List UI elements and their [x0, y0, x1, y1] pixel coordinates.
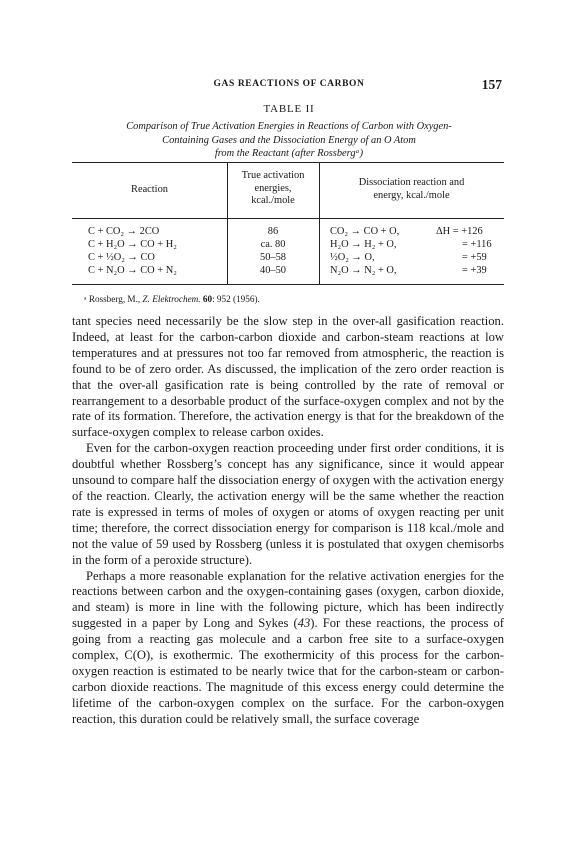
table-cell-reaction: C + H₂O → CO + H₂ — [88, 239, 177, 250]
table-cell-dissociation: N₂O → N₂ + O, — [330, 265, 397, 276]
footnote-author: Rossberg, M., — [88, 294, 141, 304]
table-cell-energy: 40–50 — [260, 265, 286, 276]
table-top-rule — [72, 162, 504, 163]
table-cell-energy: ca. 80 — [260, 239, 286, 250]
col-header-dissociation-line: Dissociation reaction and — [358, 177, 465, 188]
col-header-dissociation — [319, 177, 504, 202]
table-bottom-rule — [72, 284, 504, 285]
table-cell-dh: ΔH = +126 — [436, 226, 483, 237]
body-text — [72, 314, 504, 728]
table-caption — [76, 120, 502, 161]
paragraph-text: Perhaps a more reasonable explanation for the relative activation energies for the reactions between carbon and the oxygen-containing gases (oxygen, carbon dioxide, and steam) is more in line with the following picture, which has been indirectly suggested in a paper by Long and Sykes ( — [72, 568, 504, 631]
running-title: GAS REACTIONS OF CARBON — [213, 79, 365, 89]
col-header-activation-line: True activation — [241, 170, 305, 181]
reference-number: 43 — [297, 616, 311, 631]
table-cell-dh: = +116 — [462, 239, 492, 250]
table-cell-dissociation: H₂O → H₂ + O, — [330, 239, 397, 250]
table-cell-dh: = +59 — [462, 252, 487, 263]
paragraph: Even for the carbon-oxygen reaction proceeding under first order conditions, it is doubtful whether Rossberg’s concept has any significance, since it would appear unsound to compare half the dissociation energy of oxygen with the activation energy of the reaction. Clearly, the activation energy will be the same whether the reaction rate is expressed in terms of moles of oxygen or atoms of oxygen reacting per unit time; therefore, the correct dissociation energy for comparison is 118 kcal./mole and not the value of 59 used by Rossberg (unless it is postulated that oxygen chemisorbs in the form of a peroxide structure). — [72, 441, 504, 567]
col-header-reaction: Reaction — [131, 184, 168, 195]
table-header-rule — [72, 218, 504, 219]
paragraph — [72, 569, 504, 728]
table-cell-reaction: C + CO₂ → 2CO — [88, 226, 160, 237]
caption-line-1: Comparison of True Activation Energies in Reactions of Carbon with Oxygen- — [126, 121, 452, 132]
table-cell-energy: 50–58 — [260, 252, 286, 263]
footnote-volume: 60 — [202, 294, 213, 304]
col-header-activation-line: kcal./mole — [251, 195, 295, 206]
table-cell-reaction: C + ½O₂ → CO — [88, 252, 155, 263]
col-header-activation-line: energies, — [254, 182, 292, 194]
caption-line-2: Containing Gases and the Dissociation Energy of an O Atom — [162, 134, 416, 146]
footnote-pages: : 952 (1956). — [212, 294, 260, 304]
footnote-journal: Z. Elektrochem. — [142, 294, 201, 304]
table-cell-dissociation: CO₂ → CO + O, — [330, 226, 400, 237]
table-cell-dh: = +39 — [462, 265, 487, 276]
table-footnote — [84, 294, 260, 304]
table-cell-energy: 86 — [267, 226, 279, 237]
page-number: 157 — [481, 77, 502, 92]
paragraph: tant species need necessarily be the slow step in the over-all gasification reaction. Indeed, at least for the carbon-carbon dioxide and carbon-steam reactions at low temperatures and at pressures not too far removed from atmospheric, the reaction is found to be of zero order. As discussed, the implication of the zero order reaction is that the over-all gasification rate is being controlled by the rate of removal or rearrangement to a desorbable product of the surface-oxygen complex and not by the rate of its formation. Therefore, the activation energy is that for the breakdown of the surface-oxygen complex to release carbon oxides. — [72, 314, 504, 440]
paragraph-text: ). For these reactions, the process of going from a reacting gas molecule and a carbon free site to a surface-oxygen complex, C(O), is exothermic. The exothermicity of this process for the carbon-oxygen reaction is estimated to be nearly twice that for the carbon-steam or carbon-carbon dioxide reactions. The magnitude of this excess energy could determine the lifetime of the carbon-oxygen complex on the surface. For the carbon-oxygen reaction, this duration could be relatively small, the surface coverage — [72, 616, 505, 726]
caption-line-3: from the Reactant (after Rossbergᵃ) — [214, 148, 364, 159]
running-head — [76, 77, 502, 93]
table-cell-reaction: C + N₂O → CO + N₂ — [88, 265, 177, 276]
table-label: TABLE II — [263, 103, 315, 115]
footnote-marker: ᵃ — [84, 294, 87, 304]
col-header-activation — [227, 170, 319, 208]
table-cell-dissociation: ½O₂ → O, — [330, 252, 375, 263]
col-header-dissociation-line: energy, kcal./mole — [373, 189, 450, 201]
